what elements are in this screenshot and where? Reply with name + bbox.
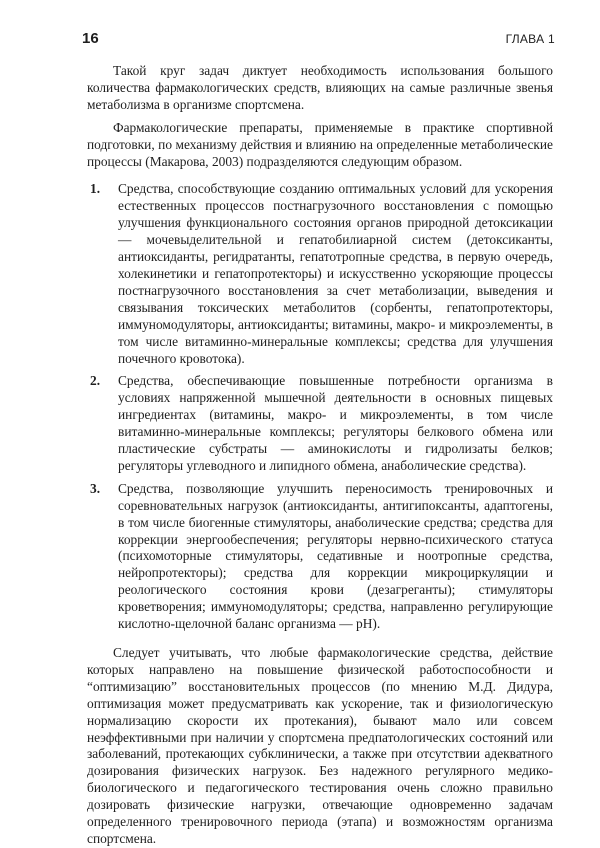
classification-list bbox=[87, 181, 553, 633]
paragraph: Фармакологические препараты, применяемые в практике спортивной подготовки, по механизму действия и влиянию на определенные метаболические процессы (Макарова, 2003) подразделяются следующим образом. bbox=[87, 119, 553, 169]
list-item-number: 1. bbox=[90, 181, 101, 197]
list-item-number: 3. bbox=[90, 480, 101, 496]
page-body bbox=[87, 63, 553, 848]
running-header bbox=[82, 30, 555, 47]
list-item bbox=[87, 481, 553, 633]
list-item bbox=[87, 373, 553, 474]
list-item-text: Средства, позволяющие улучшить переносимость тренировочных и соревновательных нагрузок (антиоксиданты, антигипоксанты, адаптогены, в том числе биогенные стимуляторы, анаболические средства; средства для коррекции энергообеспечения; регуляторы нервно-психического статуса (психомоторные стимуляторы, седативные и ноотропные средства, нейропротекторы); средства для коррекции микроциркуляции и реологического состояния крови (дезагреганты); стимуляторы кроветворения; иммуномодуляторы; средства, направленно регулирующие кислотно-щелочной баланс организма — pH). bbox=[118, 480, 553, 632]
list-item-text: Средства, обеспечивающие повышенные потребности организма в условиях напряженной мышечной деятельности в основных пищевых ингредиентах (витамины, макро- и микроэлементы, в том числе витаминно-минеральные комплексы; регуляторы белкового обмена или пластические субстраты — аминокислоты и гидролизаты белков; регуляторы углеводного и липидного обмена, анаболические средства). bbox=[118, 373, 553, 473]
page-number: 16 bbox=[82, 30, 99, 47]
list-item bbox=[87, 181, 553, 367]
chapter-title: ГЛАВА 1 bbox=[505, 32, 555, 46]
paragraph: Такой круг задач диктует необходимость использования большого количества фармакологических средств, влияющих на самые различные звенья метаболизма в организме спортсмена. bbox=[87, 63, 553, 112]
list-item-number: 2. bbox=[90, 373, 101, 389]
list-item-text: Средства, способствующие созданию оптимальных условий для ускорения естественных процессов постнагрузочного восстановления с помощью улучшения функционального состояния органов природной детоксикации — мочевыделительной и гепатобилиарной систем (детоксиканты, антиоксиданты, регидратанты, гепатотропные средства, в первую очередь, холекинетики и гепатопротекторы) и искусственно ускоряющие процессы постнагрузочного восстановления за счет метаболизации, выведения и связывания токсических метаболитов (сорбенты, гепатопротекторы, иммуномодуляторы, антиоксиданты; витамины, макро- и микроэлементы, в том числе витаминно-минеральные комплексы; средства для улучшения почечного кровотока). bbox=[118, 181, 553, 366]
paragraph: Следует учитывать, что любые фармакологические средства, действие которых направлено на повышение физической работоспособности и “оптимизацию” восстановительных процессов (по мнению М.Д. Дидура, оптимизация может предусматривать как ускорение, так и физиологическую нормализацию скорости их протекания), бывают мало или совсем неэффективными при наличии у спортсмена предпатологических состояний или заболеваний, протекающих субклинически, а также при отсутствии адекватного дозирования физических нагрузок. Без надежного регулярного медико-биологического и педагогического тестирования очень сложно правильно дозировать физические нагрузки, отвечающие одновременно задачам определенного тренировочного периода (этапа) и возможностям организма спортсмена. bbox=[87, 645, 553, 846]
